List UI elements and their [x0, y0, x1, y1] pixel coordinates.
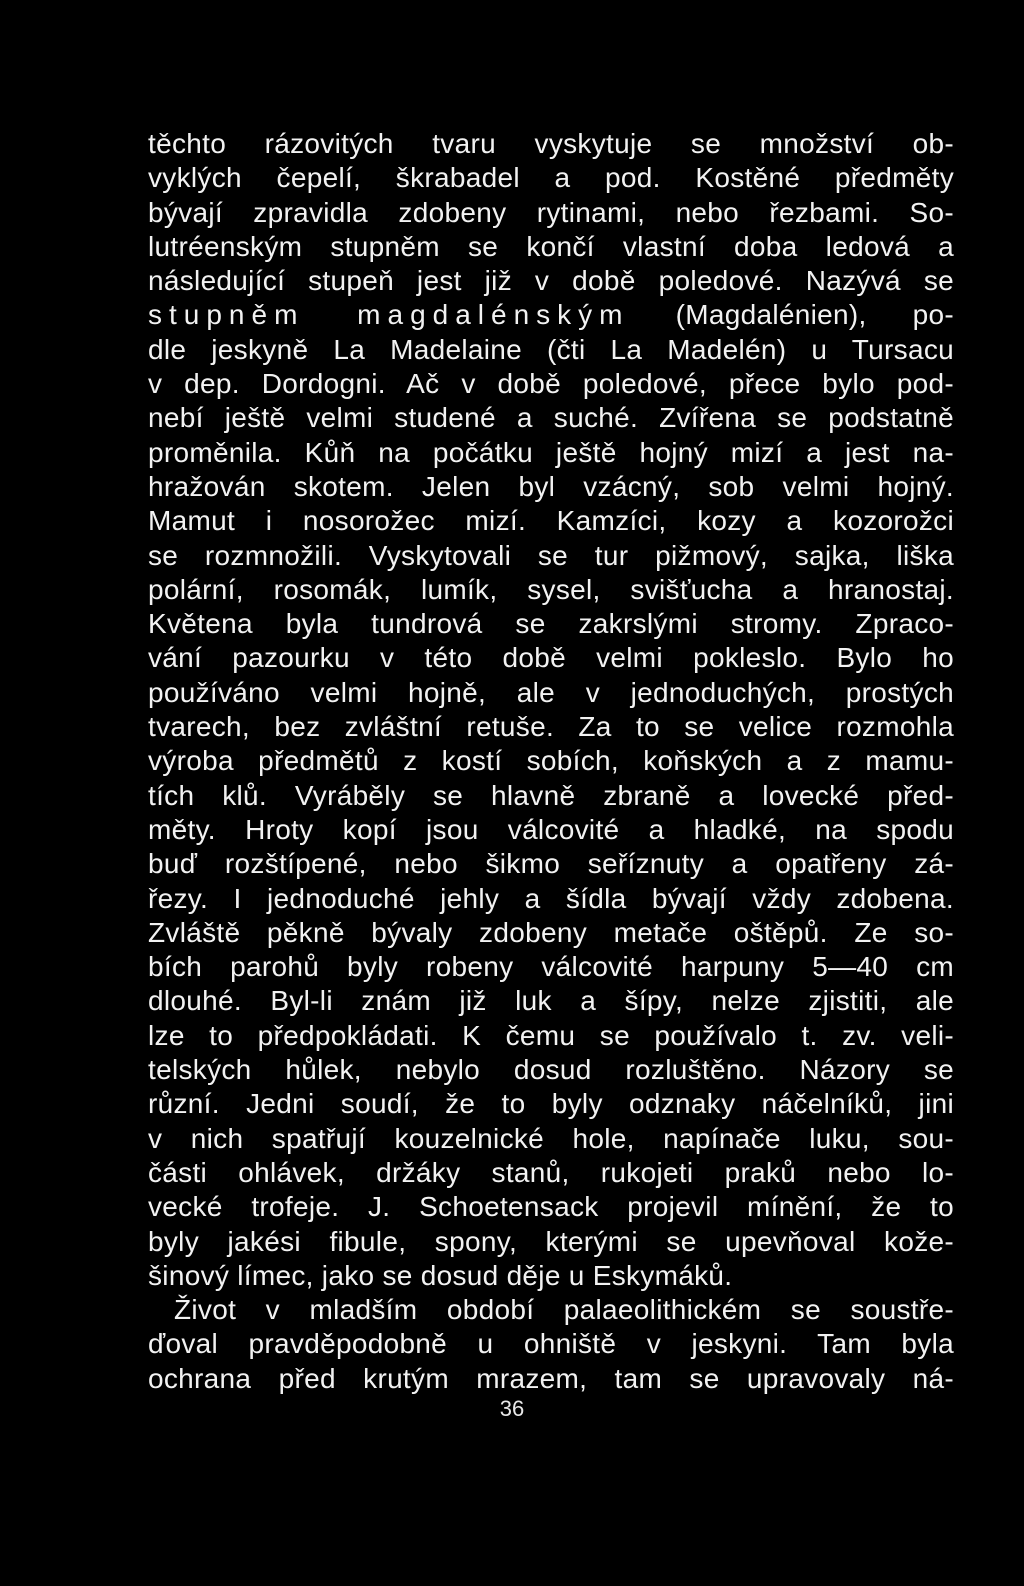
text-line-spaced-term	[148, 298, 954, 332]
text-line: různí. Jedni soudí, že to byly odznaky náčelníků, jini	[148, 1088, 954, 1120]
text-line: řezy. I jednoduché jehly a šídla bývají vždy zdobena.	[148, 882, 954, 914]
text-line: telských hůlek, nebylo dosud rozluštěno. Názory se	[148, 1054, 954, 1086]
text-line: těchto rázovitých tvaru vyskytuje se množství ob-	[148, 128, 954, 159]
paragraph-end-line: šinový límec, jako se dosud děje u Eskymáků.	[148, 1259, 733, 1291]
text-line: tích klů. Vyráběly se hlavně zbraně a lovecké před-	[148, 779, 954, 811]
paragraph-start-line: Život v mladším období palaeolithickém se soustře-	[174, 1294, 954, 1326]
text-line: používáno velmi hojně, ale v jednoduchých, prostých	[148, 676, 954, 708]
body-text	[148, 127, 954, 1396]
text-line: buď rozštípené, nebo šikmo seříznuty a opatřeny zá-	[148, 848, 954, 880]
text-line: lze to předpokládati. K čemu se používalo t. zv. veli-	[148, 1019, 954, 1051]
text-line: v nich spatřují kouzelnické hole, napínače luku, sou-	[148, 1122, 954, 1154]
text-line: měty. Hroty kopí jsou válcovité a hladké, na spodu	[148, 813, 954, 845]
text-line: části ohlávek, držáky stanů, rukojeti praků nebo lo-	[148, 1156, 954, 1188]
text-line: bích parohů byly robeny válcovité harpuny 5—40 cm	[148, 951, 954, 983]
text-line: dle jeskyně La Madelaine (čti La Madelén) u Tursacu	[148, 333, 954, 365]
text-line: Mamut i nosorožec mizí. Kamzíci, kozy a kozorožci	[148, 505, 954, 537]
text-line: výroba předmětů z kostí sobích, koňských a z mamu-	[148, 745, 954, 777]
text-line: ďoval pravděpodobně u ohniště v jeskyni. Tam byla	[148, 1328, 954, 1360]
text-line: tvarech, bez zvláštní retuše. Za to se velice rozmohla	[148, 711, 954, 743]
text-line: hražován skotem. Jelen byl vzácný, sob velmi hojný.	[148, 470, 954, 502]
text-line: Zvláště pěkně bývaly zdobeny metače oštěpů. Ze so-	[148, 916, 954, 948]
text-line: v dep. Dordogni. Ač v době poledové, přece bylo pod-	[148, 368, 954, 400]
text-line: vyklých čepelí, škrabadel a pod. Kostěné předměty	[148, 162, 954, 194]
text-line: lutréenským stupněm se končí vlastní doba ledová a	[148, 230, 954, 262]
text-line: nebí ještě velmi studené a suché. Zvířena se podstatně	[148, 402, 954, 434]
text-line: proměnila. Kůň na počátku ještě hojný mizí a jest na-	[148, 436, 954, 468]
text-line: ochrana před krutým mrazem, tam se upravovaly ná-	[148, 1362, 954, 1394]
text-line: vání pazourku v této době velmi pokleslo. Bylo ho	[148, 642, 954, 674]
text-line-rest: (Magdalénien), po-	[675, 299, 954, 331]
text-line: polární, rosomák, lumík, sysel, svišťucha a hranostaj.	[148, 573, 954, 605]
text-line: bývají zpravidla zdobeny rytinami, nebo řezbami. So-	[148, 196, 954, 228]
text-line: se rozmnožili. Vyskytovali se tur pižmový, sajka, liška	[148, 539, 954, 571]
text-line: Květena byla tundrová se zakrslými stromy. Zpraco-	[148, 608, 954, 640]
spaced-term: stupněm magdalénským	[148, 299, 630, 331]
text-line: byly jakési fibule, spony, kterými se upevňoval kože-	[148, 1225, 954, 1257]
text-line: vecké trofeje. J. Schoetensack projevil mínění, že to	[148, 1191, 954, 1223]
text-line: následující stupeň jest již v době poledové. Nazývá se	[148, 265, 954, 297]
page-number: 36	[499, 1396, 525, 1421]
text-line: dlouhé. Byl-li znám již luk a šípy, nelze zjistiti, ale	[148, 985, 954, 1017]
